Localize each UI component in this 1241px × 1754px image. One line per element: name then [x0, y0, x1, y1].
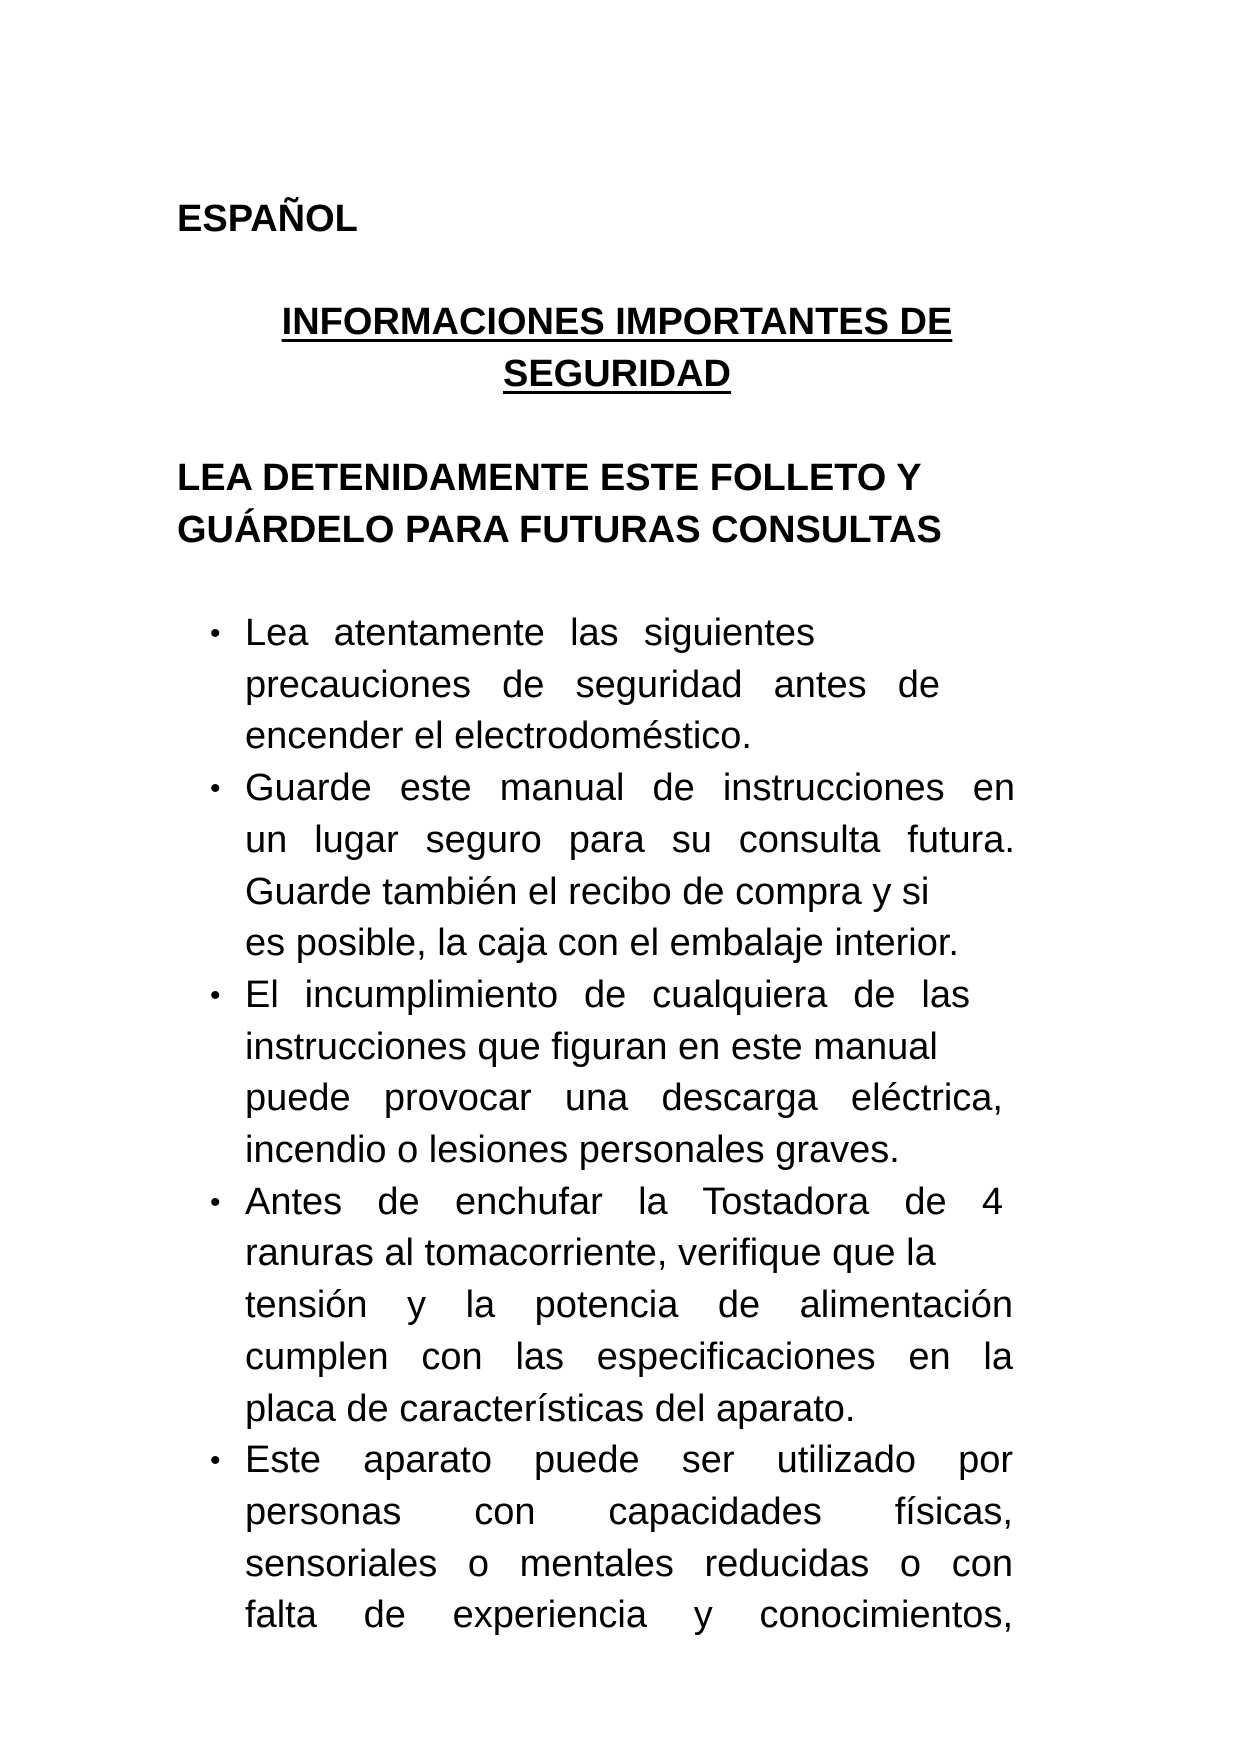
- title-line-2: SEGURIDAD: [502, 353, 732, 395]
- list-item-line: Este aparato puede ser utilizado por: [245, 1439, 1013, 1482]
- read-carefully-notice: [177, 452, 1097, 556]
- list-item-line: es posible, la caja con el embalaje interior.: [245, 922, 959, 965]
- document-title: [177, 296, 1057, 400]
- list-item-line: encender el electrodoméstico.: [245, 715, 752, 758]
- list-item-line: Antes de enchufar la Tostadora de 4: [245, 1180, 1003, 1223]
- list-item-line: cumplen con las especificaciones en la: [245, 1335, 1013, 1378]
- bullet-icon: •: [210, 772, 221, 806]
- list-item-line: sensoriales o mentales reducidas o con: [245, 1542, 1013, 1585]
- bullet-icon: •: [210, 1444, 221, 1478]
- list-item-line: personas con capacidades físicas,: [245, 1490, 1013, 1533]
- notice-line-1: LEA DETENIDAMENTE ESTE FOLLETO Y: [177, 457, 922, 499]
- list-item-line: Guarde también el recibo de compra y si: [245, 870, 930, 913]
- list-item-line: Guarde este manual de instrucciones en: [245, 767, 1015, 810]
- title-line-1: INFORMACIONES IMPORTANTES DE: [281, 301, 953, 343]
- list-item-line: instrucciones que figuran en este manual: [245, 1025, 938, 1068]
- list-item: [210, 970, 1090, 1177]
- list-item: [210, 1177, 1090, 1436]
- bullet-icon: •: [210, 617, 221, 650]
- list-item-line: falta de experiencia y conocimientos,: [245, 1594, 1013, 1637]
- bullet-icon: •: [210, 1185, 221, 1219]
- language-heading: ESPAÑOL: [177, 198, 358, 240]
- list-item: [210, 608, 1090, 763]
- list-item: [210, 763, 1090, 970]
- list-item-line: ranuras al tomacorriente, verifique que la: [245, 1232, 936, 1275]
- list-item-line: incendio o lesiones personales graves.: [245, 1129, 900, 1172]
- list-item-line: un lugar seguro para su consulta futura.: [245, 818, 1015, 861]
- list-item-line: puede provocar una descarga eléctrica,: [245, 1077, 1003, 1120]
- list-item-line: placa de características del aparato.: [245, 1387, 856, 1430]
- notice-line-2: GUÁRDELO PARA FUTURAS CONSULTAS: [177, 509, 942, 551]
- safety-precautions-list: [210, 608, 1090, 1642]
- list-item-line: precauciones de seguridad antes de: [245, 663, 940, 706]
- list-item-line: El incumplimiento de cualquiera de las: [245, 973, 970, 1016]
- list-item-line: tensión y la potencia de alimentación: [245, 1284, 1013, 1327]
- list-item: [210, 1435, 1090, 1642]
- list-item-line: Lea atentamente las siguientes: [245, 612, 815, 654]
- bullet-icon: •: [210, 978, 221, 1012]
